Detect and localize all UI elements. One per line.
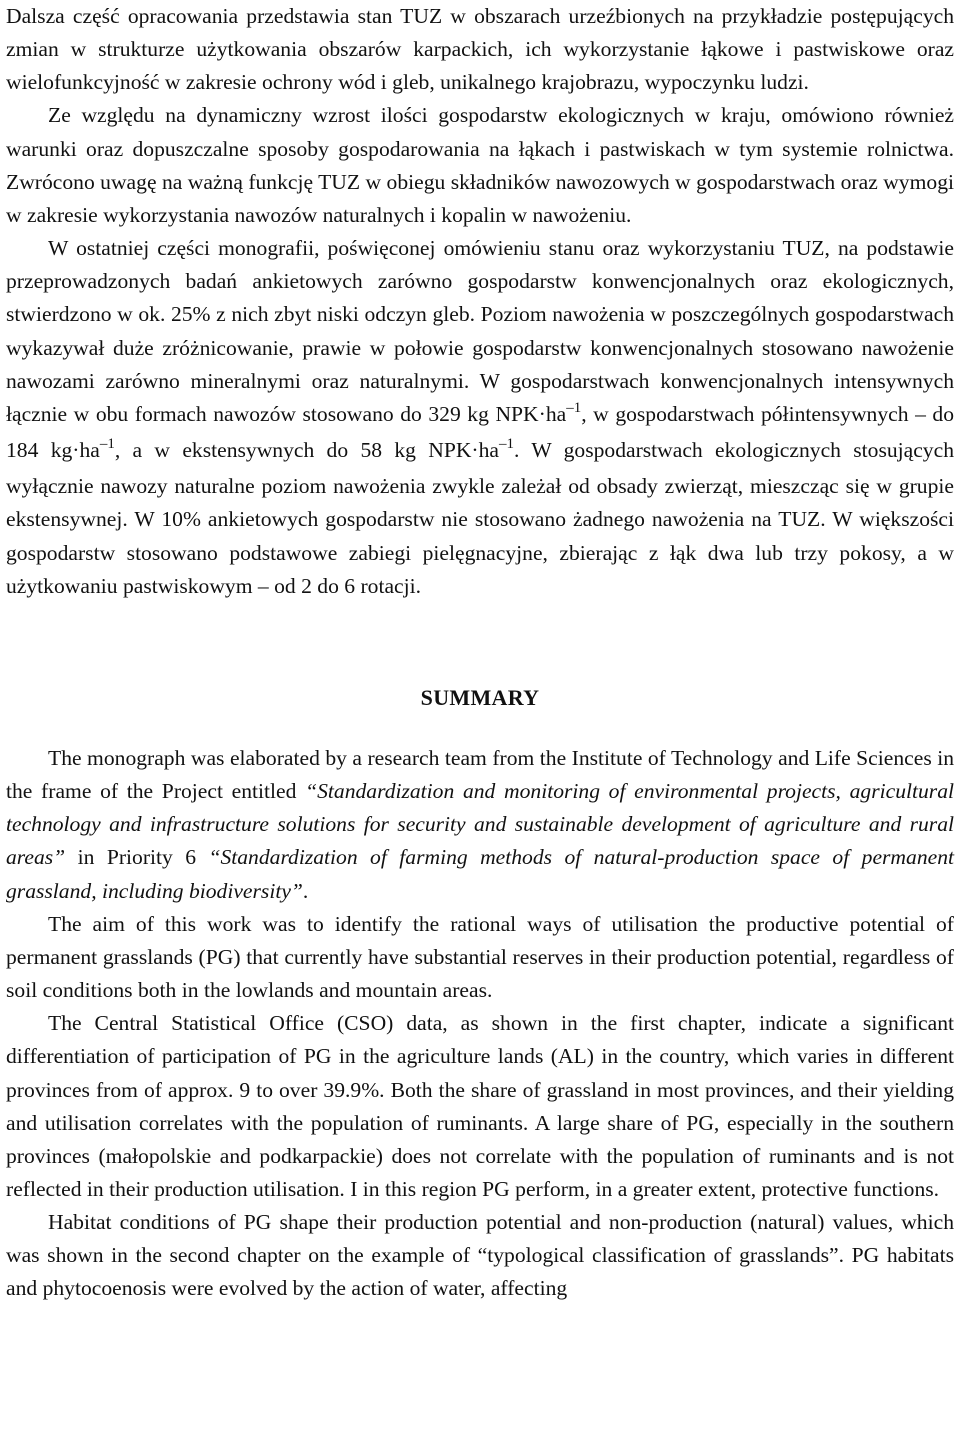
document-page: [6, 0, 954, 1306]
summary-paragraph-1-text: in Priority 6: [65, 845, 209, 870]
polish-paragraph-3-text: . W gospodarstwach ekologicznych stosujących wyłącznie nawozy naturalne poziom nawożenia zwykle zależał od obsady zwierząt, mieszcząc się w grupie ekstensywnej. W 10% ankietowych gospodarstw nie stosowano żadnego nawożenia na TUZ. W większości gospodarstw stosowano podstawowe zabiegi pielęgnacyjne, zbierając z łąk dwa lub trzy pokosy, a w użytkowaniu pastwiskowym – od 2 do 6 rotacji.: [6, 438, 954, 598]
polish-paragraph-3: [6, 232, 954, 603]
summary-paragraph-3: The Central Statistical Office (CSO) data, as shown in the first chapter, indicate a significant differentiation of participation of PG in the agriculture lands (AL) in the country, which varies in different provinces from of approx. 9 to over 39.9%. Both the share of grassland in most provinces, and their yielding and utilisation correlates with the population of ruminants. A large share of PG, especially in the southern provinces (małopolskie and podkarpackie) does not correlate with the population of ruminants and is not reflected in their production utilisation. I in this region PG perform, in a greater extent, protective functions.: [6, 1011, 954, 1201]
summary-paragraph-2: The aim of this work was to identify the rational ways of utilisation the productive potential of permanent grasslands (PG) that currently have substantial reserves in their production potential, regardless of soil conditions both in the lowlands and mountain areas.: [6, 911, 954, 1003]
priority-title-italic: “Standardization of farming methods of natural-production space of permanent grassland, including biodiversity”: [6, 845, 954, 903]
superscript: –1: [99, 436, 115, 453]
summary-paragraph-4: Habitat conditions of PG shape their production potential and non-production (natural) values, which was shown in the second chapter on the example of “typological classification of grasslands”. PG habitats and phytocoenosis were evolved by the action of water, affecting: [6, 1210, 954, 1301]
polish-paragraph-3-text: W ostatniej części monografii, poświęconej omówieniu stanu oraz wykorzystaniu TUZ, na podstawie przeprowadzonych badań ankietowych zarówno gospodarstw konwencjonalnych oraz ekologicznych, stwierdzono w ok. 25% z nich zbyt niski odczyn gleb. Poziom nawożenia w poszczególnych gospodarstwach wykazywał duże zróżnicowanie, prawie w połowie gospodarstw konwencjonalnych stosowano nawożenie nawozami zarówno mineralnymi oraz naturalnymi. W gospodarstwach konwencjonalnych intensywnych łącznie w obu formach nawozów stosowano do 329 kg NPK·ha: [6, 236, 954, 426]
summary-heading: SUMMARY: [420, 684, 540, 710]
summary-paragraph-1-text: The monograph was elaborated by a research team from the Institute of Technology and Life Sciences in the frame of the Project entitled: [6, 745, 954, 804]
polish-paragraph-3-text: , w gospodarstwach półintensywnych – do 184 kg·ha: [6, 401, 955, 463]
summary-paragraph-1-text: .: [302, 878, 309, 903]
summary-paragraph-1: [6, 742, 954, 908]
polish-paragraph-3-text: , a w ekstensywnych do 58 kg NPK·ha: [114, 438, 500, 463]
superscript: –1: [566, 399, 582, 416]
polish-paragraph-2: Ze względu na dynamiczny wzrost ilości gospodarstw ekologicznych w kraju, omówiono również warunki oraz dopuszczalne sposoby gospodarowania na łąkach i pastwiskach w tym systemie rolnictwa. Zwrócono uwagę na ważną funkcję TUZ w obiegu składników nawozowych w gospodarstwach oraz wymogi w zakresie wykorzystania nawozów naturalnych i kopalin w nawożeniu.: [6, 103, 954, 227]
polish-paragraph-1: Dalsza część opracowania przedstawia stan TUZ w obszarach urzeźbionych na przykładzie postępujących zmian w strukturze użytkowania obszarów karpackich, ich wykorzystanie łąkowe i pastwiskowe oraz wielofunkcyjność w zakresie ochrony wód i gleb, unikalnego krajobrazu, wypoczynku ludzi.: [6, 4, 954, 95]
superscript: –1: [499, 436, 515, 453]
project-title-italic: “Standardization and monitoring of environmental projects, agricultural technology and infrastructure solutions for security and sustainable development of agriculture and rural areas”: [6, 779, 954, 870]
